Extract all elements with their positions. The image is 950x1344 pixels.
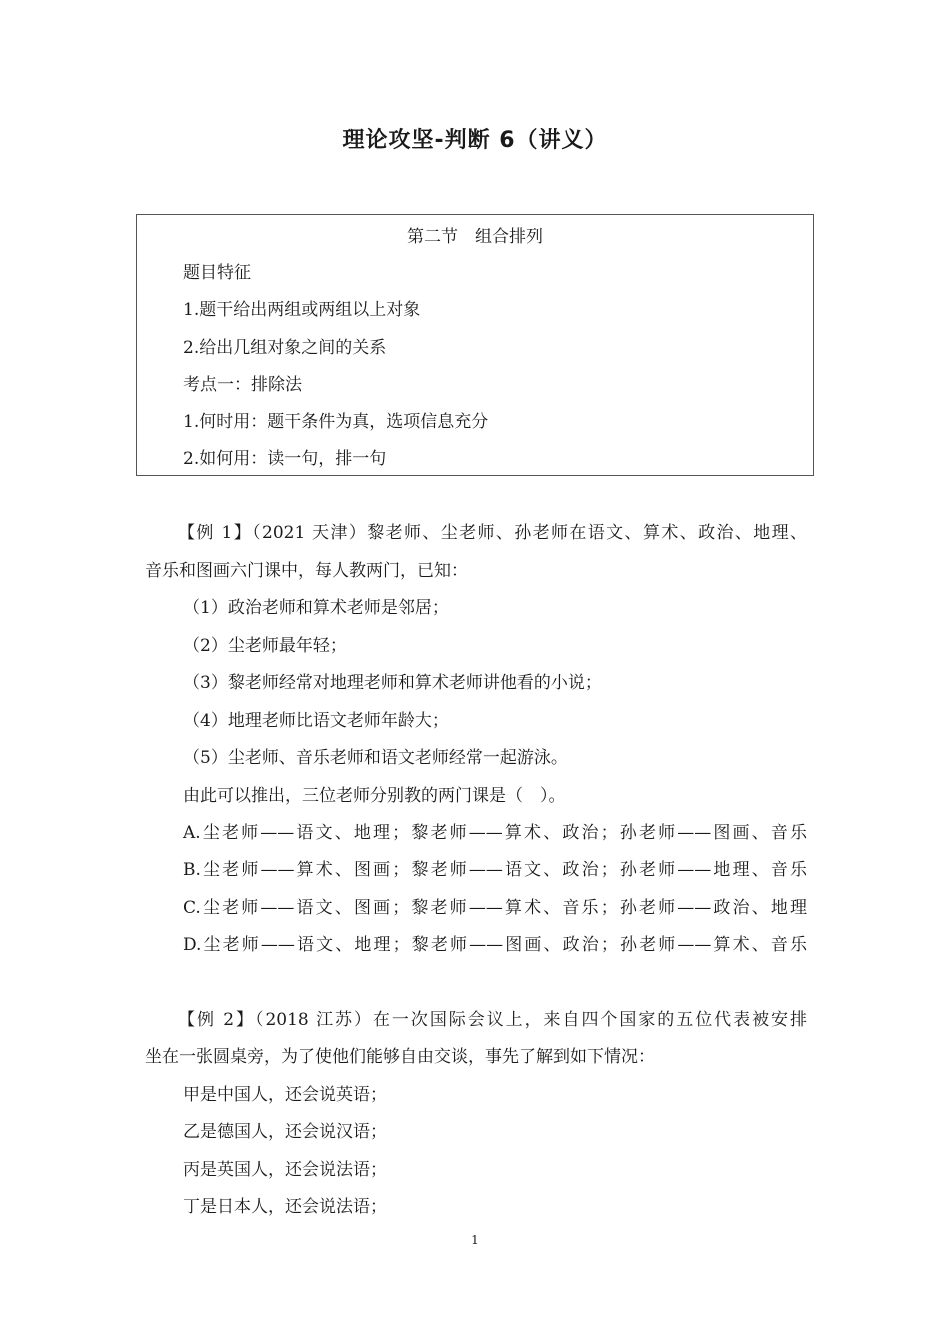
page-number: 1 (471, 1233, 479, 1247)
example1-condition: （5）尘老师、音乐老师和语文老师经常一起游泳。 (183, 748, 568, 768)
summary-line: 1.何时用：题干条件为真，选项信息充分 (183, 412, 489, 432)
summary-line: 2.如何用：读一句，排一句 (183, 449, 387, 469)
example2-fact: 丙是英国人，还会说法语； (183, 1160, 387, 1180)
summary-box (136, 214, 814, 476)
summary-line: 考点一：排除法 (183, 375, 302, 395)
summary-line: 1.题干给出两组或两组以上对象 (183, 300, 421, 320)
example1-condition: （2）尘老师最年轻； (183, 636, 347, 656)
example2-intro-continued: 坐在一张圆桌旁，为了使他们能够自由交谈，事先了解到如下情况： (145, 1047, 655, 1067)
summary-heading: 第二节 组合排列 (407, 227, 543, 247)
example1-option-c: C.尘老师——语文、图画；黎老师——算术、音乐；孙老师——政治、地理 (183, 898, 807, 918)
example1-option-b: B.尘老师——算术、图画；黎老师——语文、政治；孙老师——地理、音乐 (183, 860, 807, 880)
example1-intro-continued: 音乐和图画六门课中，每人教两门，已知： (145, 561, 468, 581)
example1-condition: （4）地理老师比语文老师年龄大； (183, 711, 449, 731)
page-title: 理论攻坚-判断 6（讲义） (342, 128, 608, 153)
example1-option-a: A.尘老师——语文、地理；黎老师——算术、政治；孙老师——图画、音乐 (183, 823, 807, 843)
example1-condition: （1）政治老师和算术老师是邻居； (183, 598, 449, 618)
summary-line: 题目特征 (183, 263, 251, 283)
summary-line: 2.给出几组对象之间的关系 (183, 338, 387, 358)
example1-option-d: D.尘老师——语文、地理；黎老师——图画、政治；孙老师——算术、音乐 (183, 935, 807, 955)
example2-fact: 甲是中国人，还会说英语； (183, 1085, 387, 1105)
example1-condition: （3）黎老师经常对地理老师和算术老师讲他看的小说； (183, 673, 602, 693)
example2-intro: 【例 2】（2018 江苏）在一次国际会议上，来自四个国家的五位代表被安排 (178, 1010, 807, 1030)
example1-intro: 【例 1】（2021 天津）黎老师、尘老师、孙老师在语文、算术、政治、地理、 (178, 523, 807, 543)
example2-fact: 乙是德国人，还会说汉语； (183, 1122, 387, 1142)
example2-fact: 丁是日本人，还会说法语； (183, 1197, 387, 1217)
example1-question: 由此可以推出，三位老师分别教的两门课是（ ）。 (183, 786, 566, 806)
